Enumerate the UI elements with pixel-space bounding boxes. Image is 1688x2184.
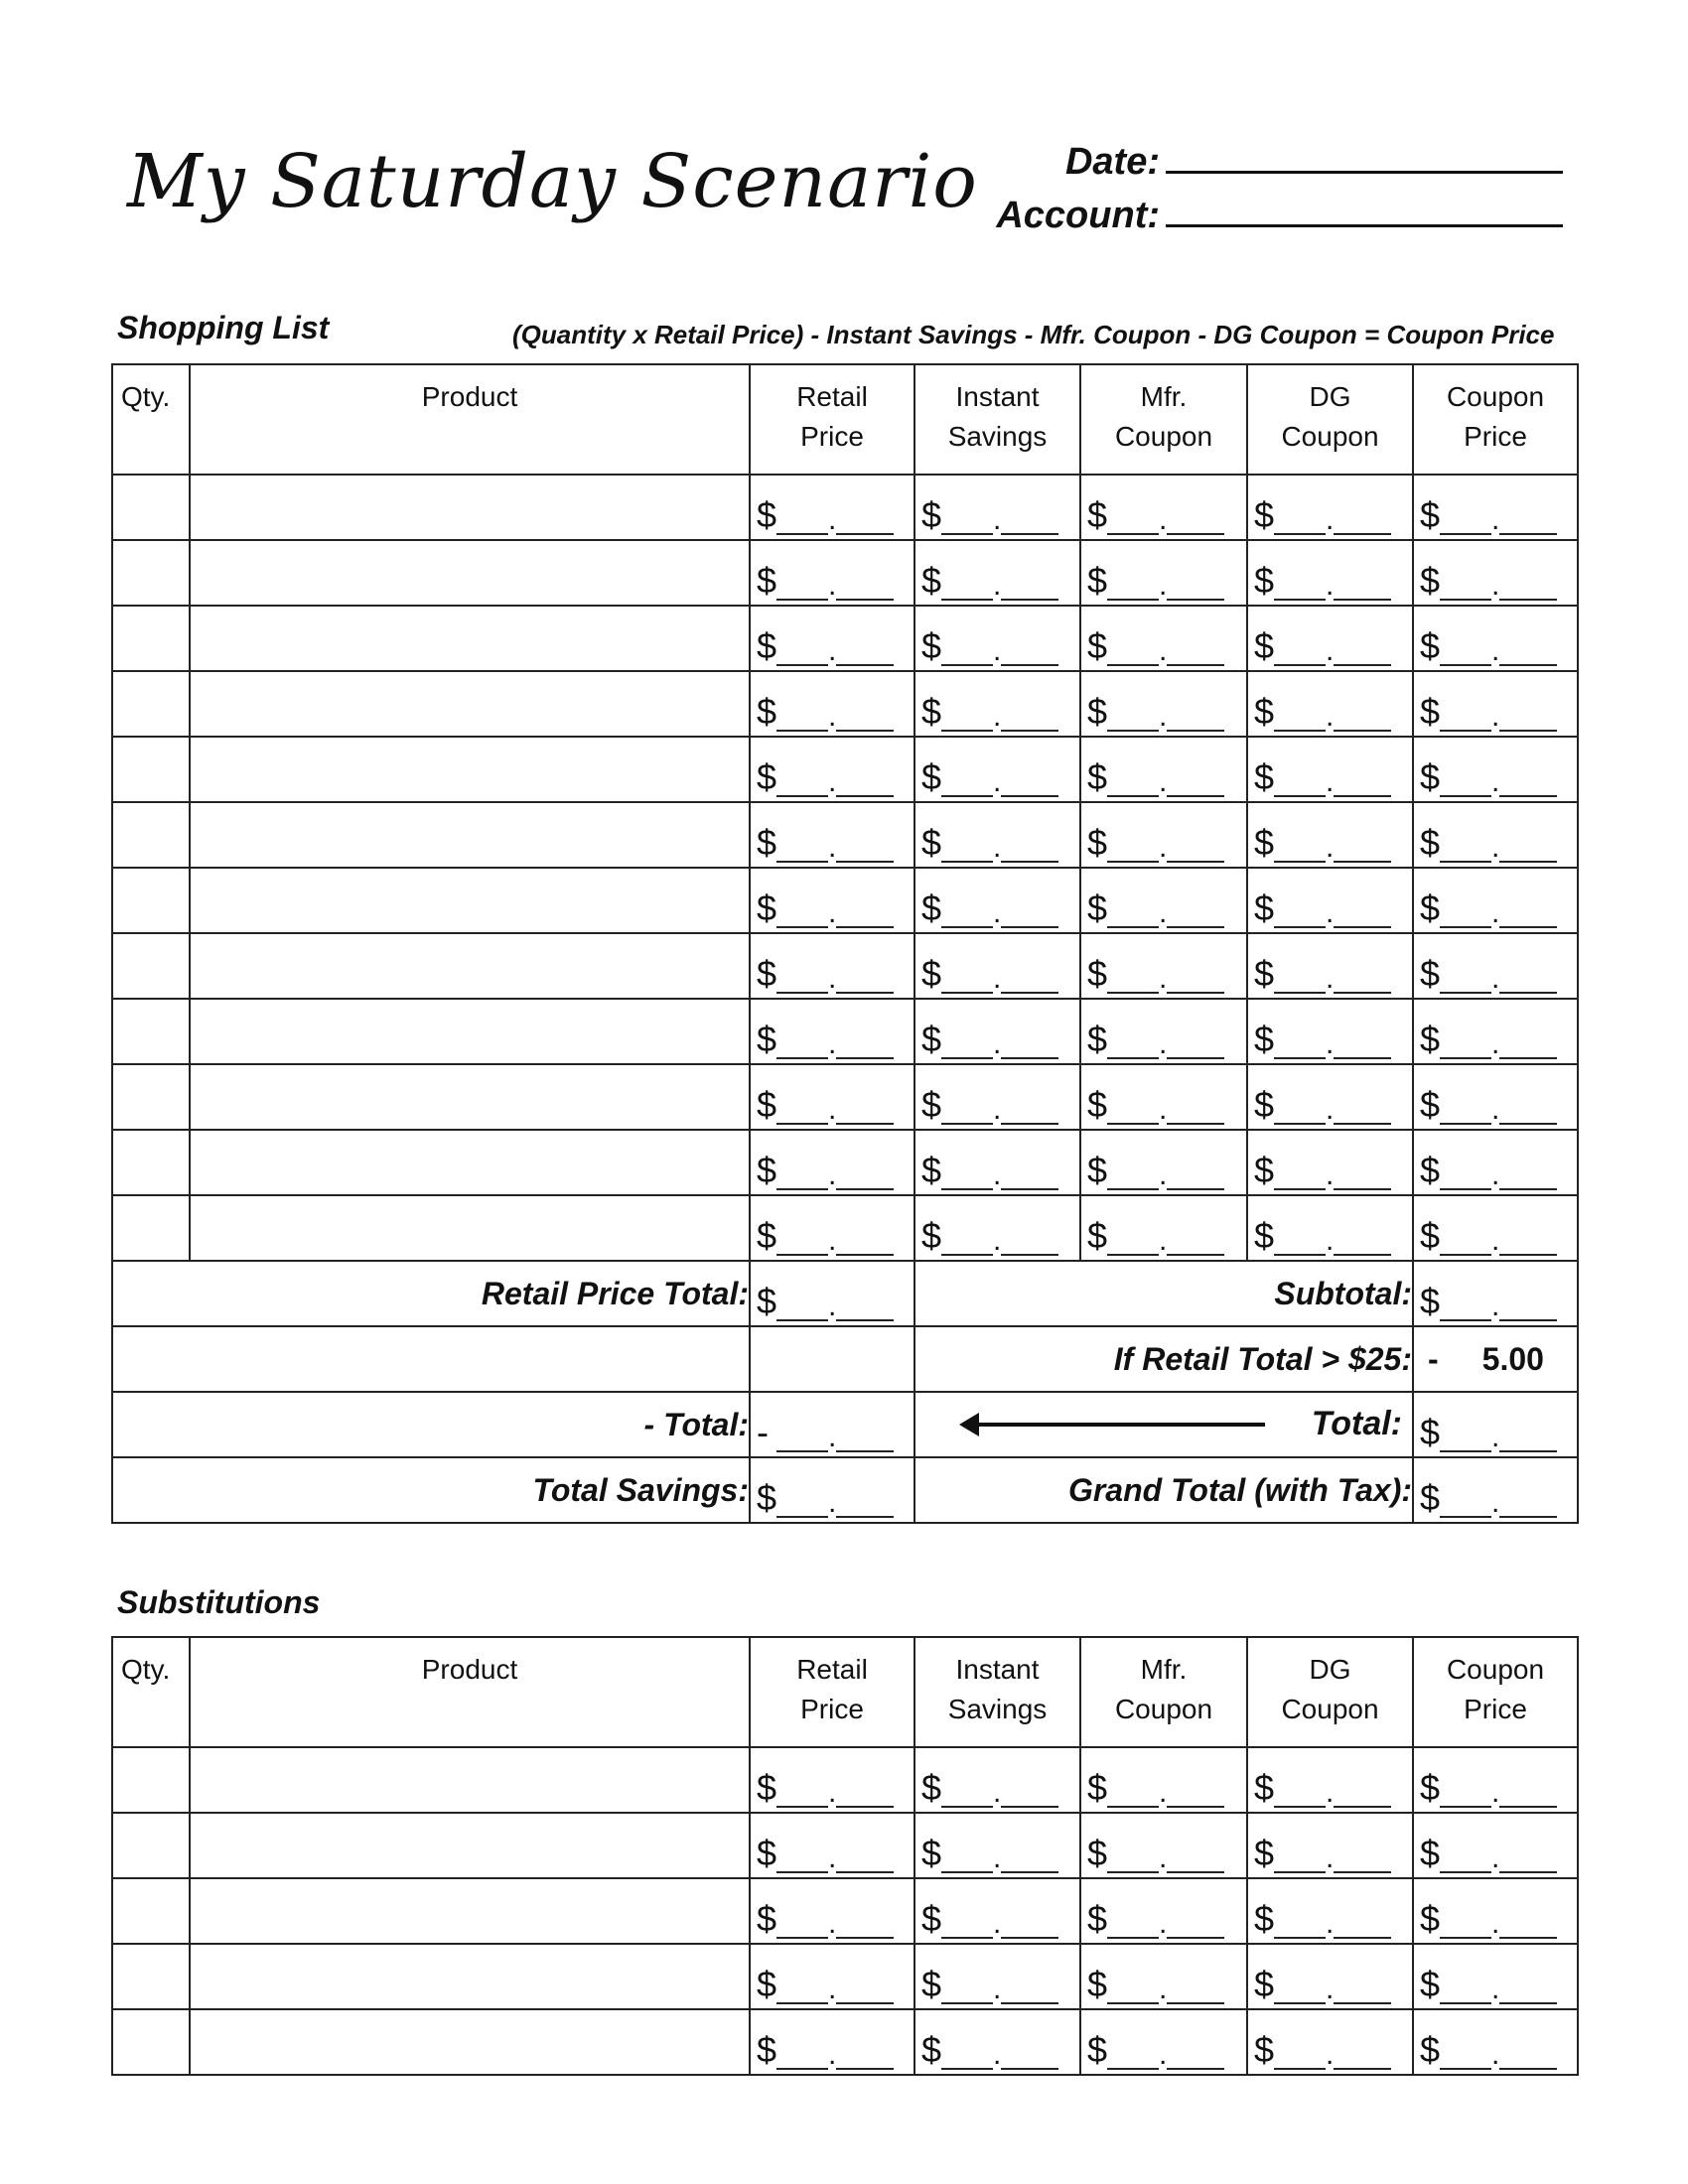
dg-coupon-field[interactable]: $ . [1247,2009,1413,2075]
shopping-header-row [112,364,1578,475]
qty-field[interactable] [112,475,190,540]
account-line [993,191,1563,237]
product-field[interactable] [190,933,750,999]
table-row [112,606,1578,671]
qty-field[interactable] [112,606,190,671]
substitutions-title: Substitutions [117,1584,321,1620]
mfr-coupon-field[interactable]: $ . [1080,802,1247,868]
empty-cell [112,1326,750,1392]
dg-coupon-field[interactable]: $ . [1247,671,1413,737]
coupon-price-field[interactable]: $ . [1413,999,1578,1064]
product-field[interactable] [190,671,750,737]
mfr-coupon-field[interactable]: $ . [1080,671,1247,737]
table-row [112,1064,1578,1130]
shopping-list-table [111,363,1579,1524]
coupon-price-field[interactable]: $ . [1413,868,1578,933]
qty-field[interactable] [112,1130,190,1195]
col-instant-savings: Instant Savings [914,364,1080,475]
table-row [112,1813,1578,1878]
instant-savings-field[interactable]: $ . [914,1130,1080,1195]
coupon-price-field[interactable]: $ . [1413,1195,1578,1261]
mfr-coupon-field[interactable]: $ . [1080,1195,1247,1261]
retail-price-field[interactable]: $ . [750,1195,914,1261]
qty-field[interactable] [112,933,190,999]
table-row [112,999,1578,1064]
table-row [112,1130,1578,1195]
instant-savings-field[interactable]: $ . [914,1878,1080,1944]
coupon-price-field[interactable]: $ . [1413,1878,1578,1944]
col-qty: Qty. [112,364,190,475]
substitutions-header-row [112,1637,1578,1747]
mfr-coupon-field[interactable]: $ . [1080,1130,1247,1195]
retail-price-field[interactable]: $ . [750,933,914,999]
account-field[interactable] [1166,191,1563,227]
product-field[interactable] [190,868,750,933]
dg-coupon-field[interactable]: $ . [1247,1944,1413,2009]
subtotal-field[interactable]: $ . [1413,1261,1578,1326]
table-row [112,475,1578,540]
price-formula: (Quantity x Retail Price) - Instant Savings - Mfr. Coupon - DG Coupon = Coupon Price [512,320,1555,349]
mfr-coupon-field[interactable]: $ . [1080,2009,1247,2075]
subtotal-label: Subtotal: [914,1261,1413,1326]
retail-price-field[interactable]: $ . [750,737,914,802]
instant-savings-field[interactable]: $ . [914,1944,1080,2009]
grand-total-field[interactable]: $ . [1413,1457,1578,1523]
product-field[interactable] [190,737,750,802]
table-row [112,737,1578,802]
product-field[interactable] [190,1195,750,1261]
col-coupon-price: Coupon Price [1413,364,1578,475]
retail-price-field[interactable]: $ . [750,2009,914,2075]
grand-total-label: Grand Total (with Tax): [914,1457,1413,1523]
col-product: Product [190,364,750,475]
total-savings-label: Total Savings: [112,1457,750,1523]
qty-field[interactable] [112,868,190,933]
coupon-price-field[interactable]: $ . [1413,540,1578,606]
dg-coupon-field[interactable]: $ . [1247,802,1413,868]
instant-savings-field[interactable]: $ . [914,540,1080,606]
total-savings-field[interactable]: $ . [750,1457,914,1523]
coupon-price-field[interactable]: $ . [1413,1944,1578,2009]
coupon-price-field[interactable]: $ . [1413,2009,1578,2075]
col-mfr-coupon: Mfr. Coupon [1080,1637,1247,1747]
minus-total-field[interactable]: - . [750,1392,914,1457]
qty-field[interactable] [112,540,190,606]
date-field[interactable] [1166,137,1563,174]
retail-price-total-field[interactable]: $ . [750,1261,914,1326]
retail-price-total-label: Retail Price Total: [112,1261,750,1326]
retail-price-field[interactable]: $ . [750,1878,914,1944]
left-arrow-icon [977,1423,1265,1427]
qty-field[interactable] [112,999,190,1064]
retail-price-field[interactable]: $ . [750,802,914,868]
retail-price-field[interactable]: $ . [750,1064,914,1130]
coupon-price-field[interactable]: $ . [1413,671,1578,737]
discount-value: - 5.00 [1413,1326,1578,1392]
col-retail-price: Retail Price [750,1637,914,1747]
retail-price-field[interactable]: $ . [750,1747,914,1813]
retail-price-field[interactable]: $ . [750,1944,914,2009]
product-field[interactable] [190,1130,750,1195]
dg-coupon-field[interactable]: $ . [1247,868,1413,933]
coupon-price-field[interactable]: $ . [1413,606,1578,671]
discount-row [112,1326,1578,1392]
coupon-price-field[interactable]: $ . [1413,1130,1578,1195]
date-label: Date: [1064,141,1160,183]
minus-total-label: - Total: [112,1392,750,1457]
table-row [112,933,1578,999]
qty-field[interactable] [112,2009,190,2075]
instant-savings-field[interactable]: $ . [914,606,1080,671]
mfr-coupon-field[interactable]: $ . [1080,540,1247,606]
coupon-price-field[interactable]: $ . [1413,933,1578,999]
dg-coupon-field[interactable]: $ . [1247,999,1413,1064]
empty-cell [750,1326,914,1392]
dg-coupon-field[interactable]: $ . [1247,1878,1413,1944]
dg-coupon-field[interactable]: $ . [1247,1064,1413,1130]
dg-coupon-field[interactable]: $ . [1247,1747,1413,1813]
minus-total-row [112,1392,1578,1457]
mfr-coupon-field[interactable]: $ . [1080,1813,1247,1878]
product-field[interactable] [190,1747,750,1813]
col-product: Product [190,1637,750,1747]
retail-price-field[interactable]: $ . [750,475,914,540]
col-qty: Qty. [112,1637,190,1747]
dg-coupon-field[interactable]: $ . [1247,1130,1413,1195]
instant-savings-field[interactable]: $ . [914,671,1080,737]
qty-field[interactable] [112,1195,190,1261]
instant-savings-field[interactable]: $ . [914,1747,1080,1813]
mfr-coupon-field[interactable]: $ . [1080,999,1247,1064]
instant-savings-field[interactable]: $ . [914,1813,1080,1878]
table-row [112,1878,1578,1944]
coupon-price-field[interactable]: $ . [1413,1747,1578,1813]
product-field[interactable] [190,1813,750,1878]
total-label: Total: [1311,1405,1402,1442]
shopping-list-title: Shopping List [117,310,330,345]
dg-coupon-field[interactable]: $ . [1247,737,1413,802]
qty-field[interactable] [112,1064,190,1130]
col-coupon-price: Coupon Price [1413,1637,1578,1747]
coupon-price-field[interactable]: $ . [1413,737,1578,802]
table-row [112,1944,1578,2009]
table-row [112,802,1578,868]
mfr-coupon-field[interactable]: $ . [1080,475,1247,540]
account-label: Account: [996,195,1160,236]
dg-coupon-field[interactable]: $ . [1247,1813,1413,1878]
product-field[interactable] [190,1878,750,1944]
total-field[interactable]: $ . [1413,1392,1578,1457]
mfr-coupon-field[interactable]: $ . [1080,1064,1247,1130]
retail-price-field[interactable]: $ . [750,999,914,1064]
dg-coupon-field[interactable]: $ . [1247,1195,1413,1261]
mfr-coupon-field[interactable]: $ . [1080,606,1247,671]
qty-field[interactable] [112,1747,190,1813]
instant-savings-field[interactable]: $ . [914,868,1080,933]
product-field[interactable] [190,1944,750,2009]
instant-savings-field[interactable]: $ . [914,737,1080,802]
table-row [112,868,1578,933]
product-field[interactable] [190,802,750,868]
instant-savings-field[interactable]: $ . [914,1195,1080,1261]
dg-coupon-field[interactable]: $ . [1247,606,1413,671]
retail-total-row [112,1261,1578,1326]
product-field[interactable] [190,999,750,1064]
col-instant-savings: Instant Savings [914,1637,1080,1747]
qty-field[interactable] [112,1878,190,1944]
mfr-coupon-field[interactable]: $ . [1080,933,1247,999]
col-retail-price: Retail Price [750,364,914,475]
coupon-price-field[interactable]: $ . [1413,1064,1578,1130]
mfr-coupon-field[interactable]: $ . [1080,1878,1247,1944]
page-title: My Saturday Scenario [127,139,978,224]
qty-field[interactable] [112,802,190,868]
dg-coupon-field[interactable]: $ . [1247,933,1413,999]
retail-price-field[interactable]: $ . [750,606,914,671]
instant-savings-field[interactable]: $ . [914,2009,1080,2075]
coupon-price-field[interactable]: $ . [1413,475,1578,540]
table-row [112,671,1578,737]
dg-coupon-field[interactable]: $ . [1247,540,1413,606]
table-row [112,1747,1578,1813]
qty-field[interactable] [112,671,190,737]
substitutions-table [111,1636,1579,2076]
retail-price-field[interactable]: $ . [750,868,914,933]
col-mfr-coupon: Mfr. Coupon [1080,364,1247,475]
total-cell [914,1392,1413,1457]
instant-savings-field[interactable]: $ . [914,1064,1080,1130]
product-field[interactable] [190,2009,750,2075]
qty-field[interactable] [112,1944,190,2009]
product-field[interactable] [190,475,750,540]
col-dg-coupon: DG Coupon [1247,364,1413,475]
product-field[interactable] [190,540,750,606]
col-dg-coupon: DG Coupon [1247,1637,1413,1747]
table-row [112,2009,1578,2075]
instant-savings-field[interactable]: $ . [914,999,1080,1064]
product-field[interactable] [190,1064,750,1130]
dg-coupon-field[interactable]: $ . [1247,475,1413,540]
mfr-coupon-field[interactable]: $ . [1080,737,1247,802]
product-field[interactable] [190,606,750,671]
instant-savings-field[interactable]: $ . [914,475,1080,540]
if-retail-label: If Retail Total > $25: [914,1326,1413,1392]
coupon-price-field[interactable]: $ . [1413,802,1578,868]
instant-savings-field[interactable]: $ . [914,933,1080,999]
mfr-coupon-field[interactable]: $ . [1080,1944,1247,2009]
table-row [112,1195,1578,1261]
mfr-coupon-field[interactable]: $ . [1080,1747,1247,1813]
qty-field[interactable] [112,737,190,802]
qty-field[interactable] [112,1813,190,1878]
mfr-coupon-field[interactable]: $ . [1080,868,1247,933]
date-line [993,137,1563,184]
retail-price-field[interactable]: $ . [750,540,914,606]
retail-price-field[interactable]: $ . [750,1130,914,1195]
savings-row [112,1457,1578,1523]
table-row [112,540,1578,606]
retail-price-field[interactable]: $ . [750,1813,914,1878]
retail-price-field[interactable]: $ . [750,671,914,737]
coupon-price-field[interactable]: $ . [1413,1813,1578,1878]
instant-savings-field[interactable]: $ . [914,802,1080,868]
